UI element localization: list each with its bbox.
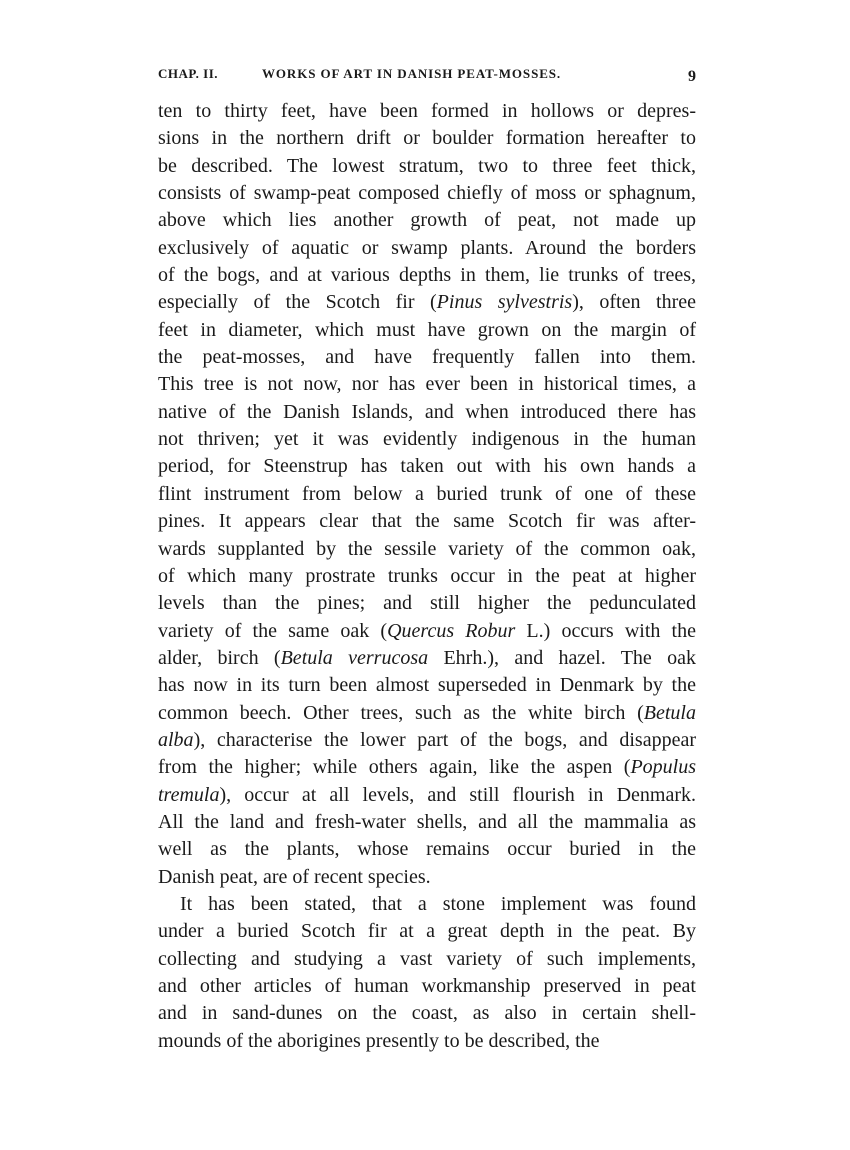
text-segment: especially of the Scotch fir ( [158, 291, 437, 314]
italic-segment: Pinus sylvestris [436, 291, 573, 314]
text-segment: native of the Danish Islands, and when introduced there has [158, 400, 696, 423]
text-line [158, 918, 696, 945]
text-segment: All the land and fresh-water shells, and all the mammalia as [158, 810, 696, 833]
running-title: WORKS OF ART IN DANISH PEAT-MOSSES. [262, 66, 562, 81]
text-segment: exclusively of aquatic or swamp plants. Around the borders [158, 236, 696, 259]
text-segment: ten to thirty feet, have been formed in hollows or depres- [158, 100, 696, 122]
text-segment: and in sand-dunes on the coast, as also in certain shell- [158, 1002, 696, 1025]
text-line [158, 508, 696, 535]
text-line [158, 262, 696, 289]
text-segment: above which lies another growth of peat, not made up [158, 209, 696, 232]
text-segment: pines. It appears clear that the same Scotch fir was after- [158, 510, 696, 533]
text-segment: from the higher; while others again, like the aspen ( [158, 756, 631, 779]
italic-segment: alba [158, 728, 194, 751]
text-line [158, 453, 696, 480]
text-line [158, 125, 696, 152]
text-segment: the peat-mosses, and have frequently fallen into them. [158, 346, 696, 369]
text-line [158, 98, 696, 125]
text-line [158, 754, 696, 781]
text-segment: sions in the northern drift or boulder formation hereafter to [158, 127, 696, 150]
text-line [158, 700, 696, 727]
text-segment: under a buried Scotch fir at a great depth in the peat. By [158, 920, 696, 943]
text-line [158, 235, 696, 262]
text-segment: common beech. Other trees, such as the white birch ( [158, 701, 644, 724]
text-line [158, 399, 696, 426]
text-segment: alder, birch ( [158, 646, 281, 669]
text-segment: well as the plants, whose remains occur buried in the [158, 838, 696, 861]
text-segment: variety of the same oak ( [158, 619, 388, 642]
italic-segment: Populus [630, 756, 696, 779]
text-line [158, 481, 696, 508]
text-line [158, 371, 696, 398]
text-segment: levels than the pines; and still higher the pedunculated [158, 592, 696, 615]
text-line [158, 180, 696, 207]
text-line [158, 618, 696, 645]
text-segment: wards supplanted by the sessile variety of the common oak, [158, 537, 696, 560]
text-line [158, 864, 696, 891]
text-segment: This tree is not now, nor has ever been in historical times, a [158, 373, 696, 396]
text-segment: ), characterise the lower part of the bogs, and disappear [193, 728, 696, 751]
text-segment: ), occur at all levels, and still flourish in Denmark. [219, 783, 696, 806]
text-line [158, 836, 696, 863]
text-segment: Danish peat, are of recent species. [158, 865, 431, 888]
text-line [158, 207, 696, 234]
body-text [158, 98, 696, 1055]
text-line [158, 946, 696, 973]
text-line [158, 563, 696, 590]
text-line [158, 782, 696, 809]
text-line [158, 289, 696, 316]
text-line [158, 317, 696, 344]
text-line [158, 973, 696, 1000]
text-line [158, 727, 696, 754]
text-line [158, 672, 696, 699]
text-line [158, 153, 696, 180]
text-segment: mounds of the aborigines presently to be described, the [158, 1029, 600, 1052]
text-segment: not thriven; yet it was evidently indigenous in the human [158, 428, 696, 451]
text-segment: of which many prostrate trunks occur in the peat at higher [158, 564, 696, 587]
text-segment: Ehrh.), and hazel. The oak [428, 646, 696, 669]
text-segment: ), often three [572, 291, 696, 314]
running-head [158, 66, 696, 88]
italic-segment: Quercus Robur [387, 619, 516, 642]
text-segment: be described. The lowest stratum, two to three feet thick, [158, 154, 696, 177]
text-segment: collecting and studying a vast variety of such implements, [158, 947, 696, 970]
text-line [158, 809, 696, 836]
text-segment: It has been stated, that a stone implement was found [180, 892, 696, 915]
italic-segment: tremula [158, 783, 220, 806]
text-line [158, 645, 696, 672]
text-line [158, 590, 696, 617]
page-number: 9 [688, 68, 696, 85]
text-segment: of the bogs, and at various depths in them, lie trunks of trees, [158, 264, 696, 287]
text-line [158, 1000, 696, 1027]
text-line [158, 536, 696, 563]
text-line [158, 426, 696, 453]
text-segment: and other articles of human workmanship preserved in peat [158, 975, 696, 997]
italic-segment: Betula verrucosa [280, 646, 429, 669]
text-segment: consists of swamp-peat composed chiefly of moss or sphagnum, [158, 182, 696, 205]
text-line [158, 891, 696, 918]
text-line [158, 1028, 696, 1055]
text-segment: period, for Steenstrup has taken out with his own hands a [158, 455, 696, 478]
italic-segment: Betula [643, 701, 696, 724]
text-segment: flint instrument from below a buried trunk of one of these [158, 482, 696, 505]
text-line [158, 344, 696, 371]
chapter-label: CHAP. II. [158, 66, 219, 81]
text-segment: has now in its turn been almost superseded in Denmark by the [158, 674, 696, 697]
text-segment: feet in diameter, which must have grown on the margin of [158, 318, 696, 341]
text-segment: L.) occurs with the [515, 619, 696, 642]
